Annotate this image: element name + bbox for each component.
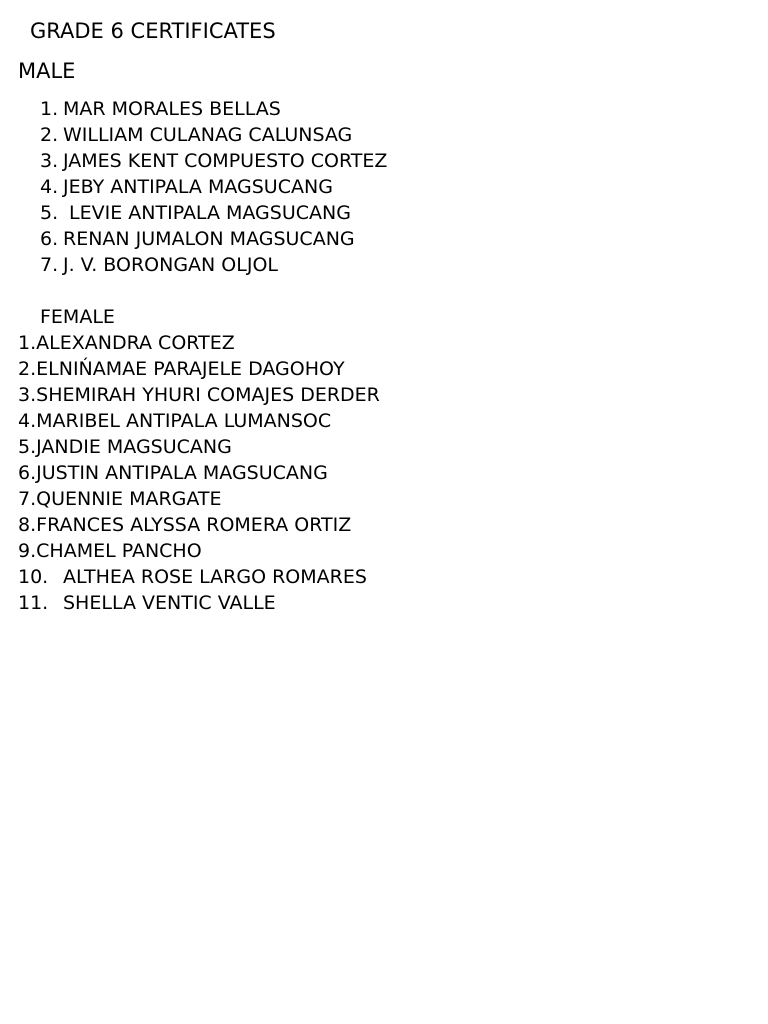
student-name: MAR MORALES BELLAS [63, 98, 281, 120]
item-number: 10. [18, 566, 49, 588]
item-number: 4. [40, 176, 59, 198]
list-item [18, 486, 380, 512]
student-name: JANDIE MAGSUCANG [36, 436, 232, 458]
list-item [40, 200, 387, 226]
item-number: 3. [40, 150, 59, 172]
male-heading: MALE [18, 59, 76, 83]
list-item [18, 434, 380, 460]
list-item [40, 252, 387, 278]
list-item [18, 408, 380, 434]
list-item [40, 96, 387, 122]
female-list [18, 330, 380, 616]
item-number: 5. [40, 202, 59, 224]
list-item [18, 564, 380, 590]
list-item [18, 512, 380, 538]
item-number: 6. [18, 462, 37, 484]
student-name: JEBY ANTIPALA MAGSUCANG [63, 176, 333, 198]
student-name: ELNIŃAMAE PARAJELE DAGOHOY [36, 358, 345, 380]
student-name: SHEMIRAH YHURI COMAJES DERDER [36, 384, 380, 406]
student-name: QUENNIE MARGATE [36, 488, 222, 510]
item-number: 1. [18, 332, 37, 354]
list-item [40, 174, 387, 200]
item-number: 2. [40, 124, 59, 146]
item-number: 9. [18, 540, 37, 562]
document-title: GRADE 6 CERTIFICATES [30, 19, 276, 43]
student-name: RENAN JUMALON MAGSUCANG [63, 228, 355, 250]
item-number: 7. [40, 254, 59, 276]
list-item [18, 460, 380, 486]
list-item [18, 590, 380, 616]
item-number: 6. [40, 228, 59, 250]
item-number: 8. [18, 514, 37, 536]
item-number: 2. [18, 358, 37, 380]
list-item [18, 356, 380, 382]
student-name: ALEXANDRA CORTEZ [36, 332, 235, 354]
student-name: WILLIAM CULANAG CALUNSAG [63, 124, 353, 146]
student-name: ALTHEA ROSE LARGO ROMARES [63, 566, 367, 588]
item-number: 4. [18, 410, 37, 432]
list-item [18, 538, 380, 564]
student-name: JAMES KENT COMPUESTO CORTEZ [63, 150, 388, 172]
item-number: 1. [40, 98, 59, 120]
item-number: 5. [18, 436, 37, 458]
student-name: MARIBEL ANTIPALA LUMANSOC [36, 410, 332, 432]
list-item [18, 330, 380, 356]
list-item [40, 122, 387, 148]
list-item [40, 148, 387, 174]
student-name: JUSTIN ANTIPALA MAGSUCANG [36, 462, 328, 484]
item-number: 11. [18, 592, 49, 614]
student-name: J. V. BORONGAN OLJOL [63, 254, 278, 276]
student-name: SHELLA VENTIC VALLE [63, 592, 276, 614]
list-item [18, 382, 380, 408]
item-number: 7. [18, 488, 37, 510]
item-number: 3. [18, 384, 37, 406]
student-name: FRANCES ALYSSA ROMERA ORTIZ [36, 514, 352, 536]
student-name: LEVIE ANTIPALA MAGSUCANG [63, 202, 351, 224]
male-list [40, 96, 387, 278]
list-item [40, 226, 387, 252]
female-heading: FEMALE [40, 306, 115, 328]
student-name: CHAMEL PANCHO [36, 540, 202, 562]
